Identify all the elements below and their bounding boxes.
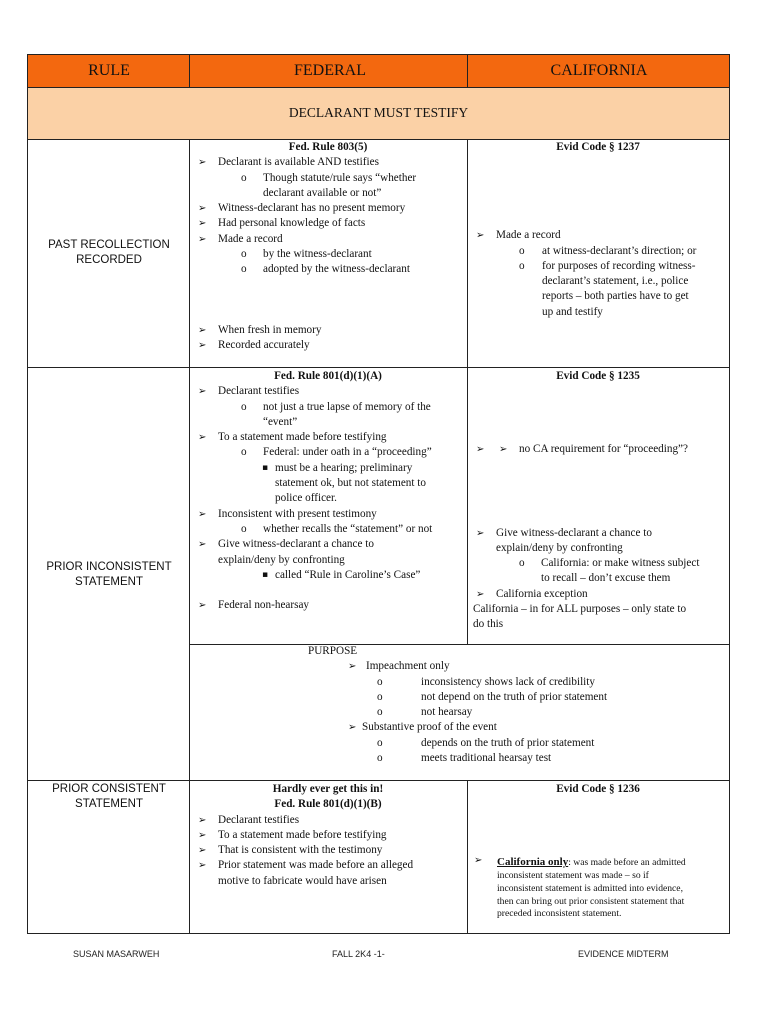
federal-rule-title: Fed. Rule 801(d)(1)(B) bbox=[274, 798, 382, 811]
list-item: declarant available or not” bbox=[263, 186, 382, 199]
list-item: ➢ Made a record bbox=[190, 232, 466, 247]
header-federal: FEDERAL bbox=[294, 62, 366, 79]
header-rule: RULE bbox=[88, 62, 130, 79]
list-item: ➢ Recorded accurately bbox=[190, 338, 466, 353]
list-item: ➢ Inconsistent with present testimony bbox=[190, 507, 466, 522]
california-cell-prior-consistent bbox=[468, 782, 728, 921]
list-item: ➢ Give witness-declarant a chance to bbox=[468, 526, 728, 541]
california-cell-past-recollection bbox=[468, 140, 728, 320]
divider bbox=[27, 780, 730, 781]
list-item: ▪ must be a hearing; preliminary bbox=[190, 461, 466, 476]
federal-cell-prior-consistent bbox=[190, 782, 466, 889]
federal-note: Hardly ever get this in! bbox=[272, 783, 384, 795]
list-item: o not hearsay bbox=[190, 705, 728, 720]
list-item: reports – both parties have to get bbox=[542, 290, 689, 303]
list-item: explain/deny by confronting bbox=[218, 553, 345, 566]
list-item: ➢ Substantive proof of the event bbox=[190, 720, 728, 735]
divider bbox=[467, 54, 468, 88]
list-item: o Though statute/rule says “whether bbox=[190, 171, 466, 186]
list-item: statement ok, but not statement to bbox=[275, 477, 427, 490]
divider bbox=[27, 367, 730, 368]
list-item: to recall – don’t excuse them bbox=[541, 572, 671, 585]
list-item-text: inconsistent statement is admitted into evidence, bbox=[497, 882, 683, 894]
list-item-text: inconsistent statement was made – so if bbox=[497, 870, 649, 882]
list-item: ➢ Declarant is available AND testifies bbox=[190, 155, 466, 170]
list-item: “event” bbox=[263, 415, 298, 428]
footer-title: EVIDENCE MIDTERM bbox=[578, 949, 669, 959]
california-code-title: Evid Code § 1236 bbox=[556, 783, 640, 795]
list-item: o not depend on the truth of prior statement bbox=[190, 690, 728, 705]
list-item: ➢ California only: was made before an admitted inconsistent statement was made – so if inconsistent statement is admitted into evidence, then can bring out prior consistent statement that preceded inconsistent statement. bbox=[468, 856, 728, 921]
list-item: o whether recalls the “statement” or not bbox=[190, 522, 466, 537]
list-item: o at witness-declarant’s direction; or bbox=[468, 244, 728, 259]
list-item: ➢ When fresh in memory bbox=[190, 323, 466, 338]
list-item: o meets traditional hearsay test bbox=[190, 751, 728, 766]
list-item: ➢ Declarant testifies bbox=[190, 384, 466, 399]
list-item: ➢ To a statement made before testifying bbox=[190, 430, 466, 445]
list-item: ➢ Impeachment only bbox=[190, 659, 728, 674]
list-item: ➢ That is consistent with the testimony bbox=[190, 843, 466, 858]
list-item: ➢ California exception bbox=[468, 587, 728, 602]
list-item: o Federal: under oath in a “proceeding” bbox=[190, 445, 466, 460]
list-item: motive to fabricate would have arisen bbox=[218, 874, 387, 887]
list-item: explain/deny by confronting bbox=[496, 541, 623, 554]
list-item: o by the witness-declarant bbox=[190, 247, 466, 262]
list-item: police officer. bbox=[275, 492, 337, 505]
list-item-text: then can bring out prior consistent statement that bbox=[497, 895, 685, 907]
list-item: ➢ Federal non-hearsay bbox=[190, 598, 466, 613]
list-item: ➢ Declarant testifies bbox=[190, 813, 466, 828]
row-label-past-recollection: PAST RECOLLECTION RECORDED bbox=[48, 239, 170, 266]
california-cell-prior-inconsistent bbox=[468, 369, 728, 633]
footer-page: FALL 2K4 -1- bbox=[332, 949, 385, 959]
footer-author: SUSAN MASARWEH bbox=[73, 949, 160, 959]
federal-cell-past-recollection bbox=[190, 140, 466, 353]
california-code-title: Evid Code § 1237 bbox=[556, 141, 640, 153]
california-only-label: California only bbox=[497, 856, 569, 869]
federal-rule-title: Fed. Rule 803(5) bbox=[288, 141, 368, 153]
list-item: o inconsistency shows lack of credibility bbox=[190, 675, 728, 690]
list-item-text: : was made before an admitted bbox=[568, 857, 686, 869]
list-item-text: no CA requirement for “proceeding”? bbox=[519, 443, 688, 456]
table-header bbox=[27, 54, 730, 88]
california-code-title: Evid Code § 1235 bbox=[556, 370, 640, 382]
divider bbox=[189, 54, 190, 88]
list-item: o California: or make witness subject bbox=[468, 556, 728, 571]
list-item: California – in for ALL purposes – only state to bbox=[473, 603, 687, 616]
list-item: o for purposes of recording witness- bbox=[468, 259, 728, 274]
federal-cell-prior-inconsistent bbox=[190, 369, 466, 613]
list-item: ➢ Made a record bbox=[468, 228, 728, 243]
list-item: up and testify bbox=[542, 305, 603, 318]
list-item: declarant’s statement, i.e., police bbox=[542, 275, 689, 288]
list-item: ➢ ➢ no CA requirement for “proceeding”? bbox=[468, 442, 728, 457]
list-item: o depends on the truth of prior statement bbox=[190, 736, 728, 751]
header-california: CALIFORNIA bbox=[550, 62, 648, 79]
list-item: ➢ To a statement made before testifying bbox=[190, 828, 466, 843]
row-label-prior-consistent: PRIOR CONSISTENT STATEMENT bbox=[52, 783, 166, 810]
federal-rule-title: Fed. Rule 801(d)(1)(A) bbox=[274, 370, 382, 382]
section-title: DECLARANT MUST TESTIFY bbox=[27, 88, 730, 140]
purpose-title: PURPOSE bbox=[308, 645, 358, 657]
list-item-text: preceded inconsistent statement. bbox=[497, 908, 622, 920]
list-item: o adopted by the witness-declarant bbox=[190, 262, 466, 277]
list-item: ➢ Witness-declarant has no present memory bbox=[190, 201, 466, 216]
list-item: ➢ Had personal knowledge of facts bbox=[190, 216, 466, 231]
purpose-block bbox=[190, 644, 728, 766]
list-item: ➢ Prior statement was made before an alleged bbox=[190, 858, 466, 873]
row-label-prior-inconsistent: PRIOR INCONSISTENT STATEMENT bbox=[46, 561, 172, 588]
list-item: ▪ called “Rule in Caroline’s Case” bbox=[190, 568, 466, 583]
list-item: do this bbox=[473, 618, 504, 631]
list-item: o not just a true lapse of memory of the bbox=[190, 400, 466, 415]
list-item: ➢ Give witness-declarant a chance to bbox=[190, 537, 466, 552]
